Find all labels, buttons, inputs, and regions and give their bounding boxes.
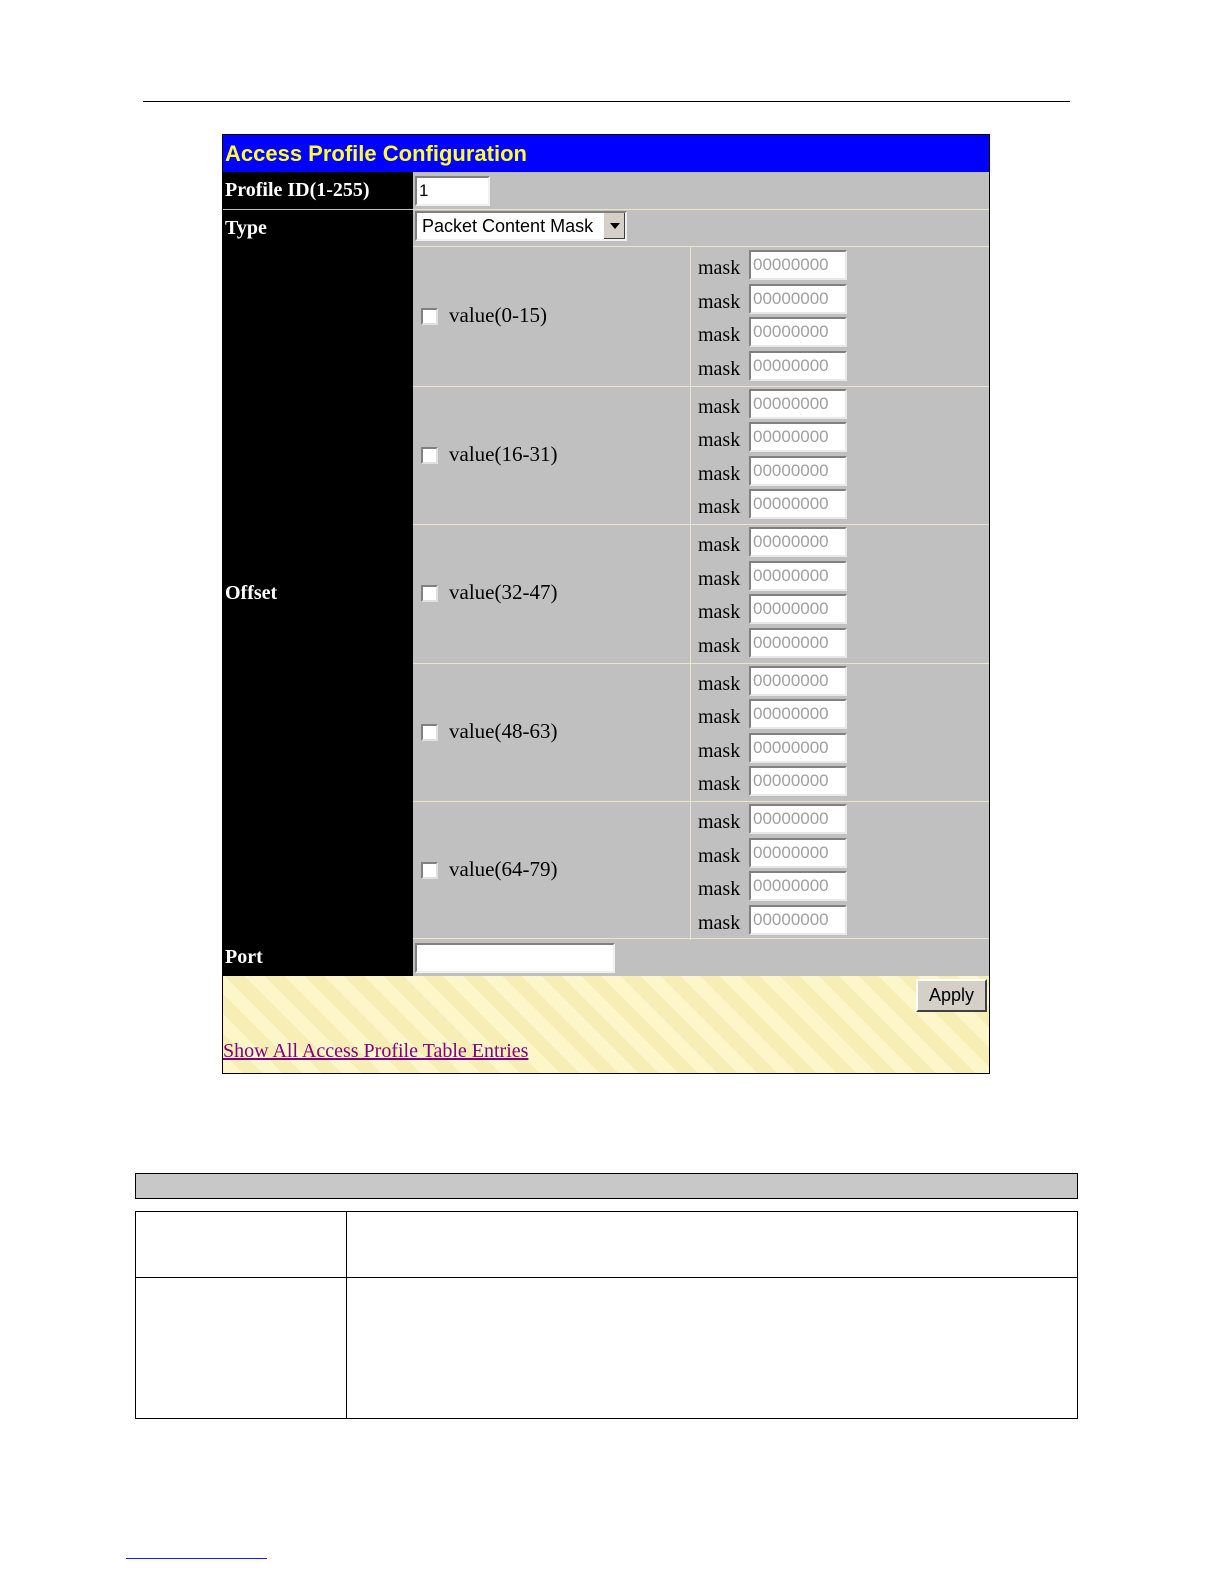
- offset-group-label: value(0-15): [449, 303, 547, 327]
- row-divider: [413, 209, 989, 210]
- row-divider: [413, 246, 989, 247]
- mask-input[interactable]: 00000000: [749, 733, 847, 763]
- mask-label: mask: [698, 811, 741, 833]
- mask-label: mask: [698, 912, 741, 934]
- mask-input[interactable]: 00000000: [749, 422, 847, 452]
- mask-label: mask: [698, 635, 741, 657]
- mask-label: mask: [698, 396, 741, 418]
- mask-input[interactable]: 00000000: [749, 628, 847, 658]
- apply-button[interactable]: Apply: [916, 979, 987, 1012]
- offset-group-label: value(32-47): [449, 580, 558, 604]
- row-divider: [413, 663, 989, 664]
- page-bottom-rule: [126, 1558, 267, 1559]
- type-label: Type: [223, 210, 413, 247]
- mask-input[interactable]: 00000000: [749, 456, 847, 486]
- mask-label: mask: [698, 291, 741, 313]
- row-divider: [413, 386, 989, 387]
- row-divider: [413, 801, 989, 802]
- profile-id-label: Profile ID(1-255): [223, 172, 413, 209]
- mask-label: mask: [698, 845, 741, 867]
- profile-id-input[interactable]: 1: [415, 176, 490, 206]
- mask-label: mask: [698, 706, 741, 728]
- mask-label: mask: [698, 740, 741, 762]
- offset-group-checkbox[interactable]: [421, 862, 438, 879]
- mask-label: mask: [698, 257, 741, 279]
- row-divider: [413, 524, 989, 525]
- mask-label: mask: [698, 358, 741, 380]
- mask-label: mask: [698, 324, 741, 346]
- show-all-entries-link[interactable]: Show All Access Profile Table Entries: [223, 1040, 529, 1062]
- mask-label: mask: [698, 429, 741, 451]
- mask-label: mask: [698, 673, 741, 695]
- mask-label: mask: [698, 496, 741, 518]
- mask-input[interactable]: 00000000: [749, 838, 847, 868]
- mask-input[interactable]: 00000000: [749, 804, 847, 834]
- mask-input[interactable]: 00000000: [749, 317, 847, 347]
- mask-label: mask: [698, 534, 741, 556]
- table-row-divider: [136, 1277, 1077, 1278]
- panel-footer: [223, 976, 989, 1073]
- mask-input[interactable]: 00000000: [749, 905, 847, 935]
- port-label: Port: [223, 939, 413, 976]
- offset-group-label: value(64-79): [449, 857, 558, 881]
- panel-title: Access Profile Configuration: [223, 135, 989, 172]
- mask-input[interactable]: 00000000: [749, 699, 847, 729]
- mask-input[interactable]: 00000000: [749, 871, 847, 901]
- type-select[interactable]: [415, 211, 627, 241]
- column-divider: [690, 386, 691, 525]
- offset-group-checkbox[interactable]: [421, 585, 438, 602]
- mask-input[interactable]: 00000000: [749, 594, 847, 624]
- table-column-divider: [346, 1212, 347, 1418]
- mask-label: mask: [698, 773, 741, 795]
- mask-input[interactable]: 00000000: [749, 666, 847, 696]
- chevron-down-icon[interactable]: [603, 213, 625, 239]
- mask-input[interactable]: 00000000: [749, 250, 847, 280]
- description-table: [135, 1211, 1078, 1419]
- page-top-rule: [143, 101, 1070, 102]
- column-divider: [690, 524, 691, 663]
- mask-input[interactable]: 00000000: [749, 766, 847, 796]
- mask-input[interactable]: 00000000: [749, 284, 847, 314]
- mask-label: mask: [698, 601, 741, 623]
- access-profile-panel: [222, 134, 990, 1074]
- mask-label: mask: [698, 463, 741, 485]
- offset-label: Offset: [223, 247, 413, 939]
- offset-group-label: value(16-31): [449, 442, 558, 466]
- offset-group-checkbox[interactable]: [421, 308, 438, 325]
- mask-input[interactable]: 00000000: [749, 527, 847, 557]
- column-divider: [690, 801, 691, 940]
- type-selected-value: Packet Content Mask: [422, 216, 594, 236]
- column-divider: [690, 663, 691, 802]
- port-input[interactable]: [415, 943, 615, 973]
- mask-label: mask: [698, 568, 741, 590]
- mask-input[interactable]: 00000000: [749, 351, 847, 381]
- offset-group-checkbox[interactable]: [421, 447, 438, 464]
- row-divider: [413, 938, 989, 939]
- mask-label: mask: [698, 878, 741, 900]
- mask-input[interactable]: 00000000: [749, 489, 847, 519]
- description-table-header: [135, 1173, 1078, 1199]
- offset-group-label: value(48-63): [449, 719, 558, 743]
- mask-input[interactable]: 00000000: [749, 389, 847, 419]
- column-divider: [690, 247, 691, 386]
- mask-input[interactable]: 00000000: [749, 561, 847, 591]
- offset-group-checkbox[interactable]: [421, 724, 438, 741]
